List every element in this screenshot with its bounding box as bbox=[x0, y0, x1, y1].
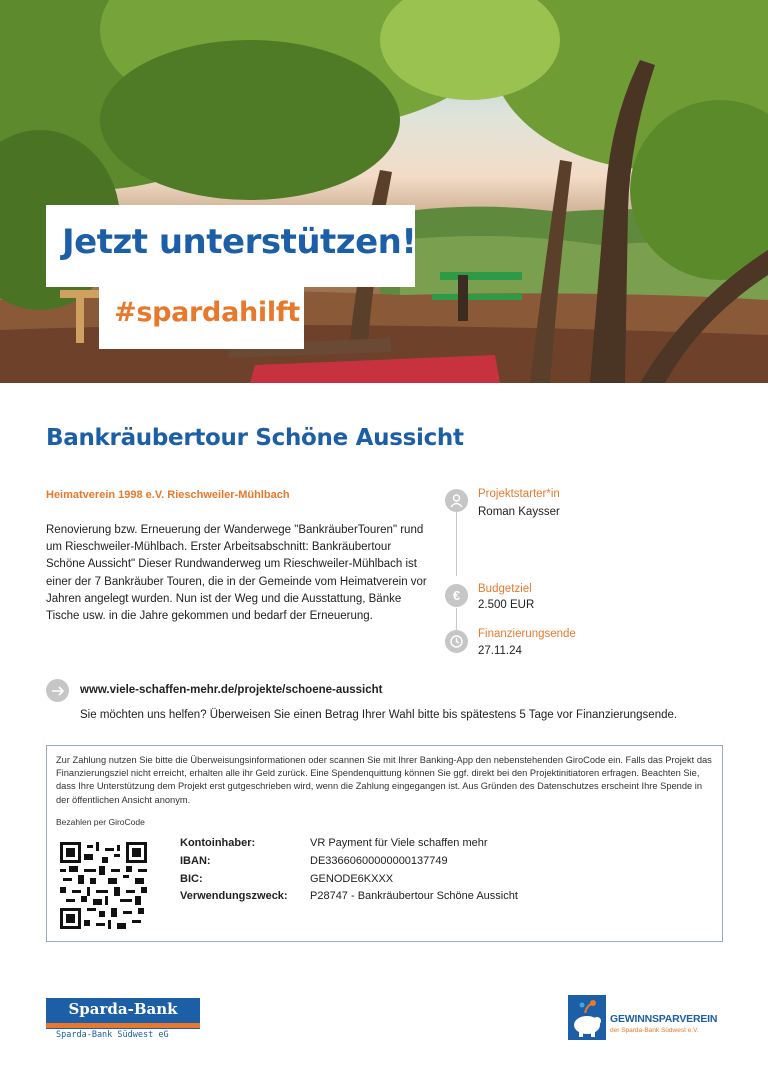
person-icon bbox=[445, 489, 468, 512]
iban-label: IBAN: bbox=[180, 855, 211, 867]
clock-icon bbox=[445, 630, 468, 653]
arrow-right-icon bbox=[46, 679, 69, 702]
payment-info: Zur Zahlung nutzen Sie bitte die Überweisungsinformationen oder scannen Sie mit Ihrer Banking-App den nebenstehenden GiroCode ein. Falls das Projekt das Finanzierungsziel nicht erreicht, erhalten alle ihr Geld zurück. Eine Spendenquittung können Sie ggf. direkt bei den Projektinitiatoren erfragen. Beachten Sie, dass Ihre Unterstützung dem Projekt erst gutgeschrieben wird, wenn die Zahlung eingegangen ist. Aus Gründen des Datenschutzes erscheint Ihre Spende in der öffentlichen Ansicht anonym. bbox=[56, 755, 712, 805]
girocode-label: Bezahlen per GiroCode bbox=[56, 817, 145, 827]
end-label: Finanzierungsende bbox=[478, 628, 576, 640]
project-description: Renovierung bzw. Erneuerung der Wanderwege "BankräuberTouren" rund um Rieschweiler-Mühlbach. Erster Arbeitsabschnitt: Bankräubertour Schöne Aussicht" Dieser Rundwanderweg um Rieschweiler-Mühlbach ist einer der 7 Bankräuber Touren, die in der Gemeinde vom Heimatverein vor Jahren angelegt wurden. Nun ist der Weg und die Ausstattung, Bänke Tische usw. in die Jahre gekommen und bedarf der Erneuerung. bbox=[46, 524, 427, 623]
girocode-qr-icon[interactable] bbox=[60, 842, 147, 929]
budget-value: 2.500 EUR bbox=[478, 599, 535, 611]
hero-headline: Jetzt unterstützen! bbox=[62, 222, 417, 262]
sparda-bank-subtitle: Sparda-Bank Südwest eG bbox=[56, 1030, 169, 1040]
budget-label: Budgetziel bbox=[478, 583, 532, 595]
starter-label: Projektstarter*in bbox=[478, 488, 560, 500]
help-text: Sie möchten uns helfen? Überweisen Sie einen Betrag Ihrer Wahl bitte bis spätestens 5 Tage vor Finanzierungsende. bbox=[80, 709, 678, 721]
project-title: Bankräubertour Schöne Aussicht bbox=[46, 425, 464, 451]
account-holder-value: VR Payment für Viele schaffen mehr bbox=[310, 837, 488, 849]
piggy-bank-icon bbox=[568, 995, 606, 1040]
purpose-value: P28747 - Bankräubertour Schöne Aussicht bbox=[310, 890, 518, 902]
project-url-link[interactable]: www.viele-schaffen-mehr.de/projekte/schoene-aussicht bbox=[80, 684, 383, 696]
euro-icon: € bbox=[445, 584, 468, 607]
account-holder-label: Kontoinhaber: bbox=[180, 837, 256, 849]
purpose-label: Verwendungszweck: bbox=[180, 890, 288, 902]
bic-label: BIC: bbox=[180, 873, 203, 885]
gewinnsparverein-subtitle: der Sparda-Bank Südwest e.V. bbox=[610, 1027, 699, 1034]
hero-hashtag: #spardahilft bbox=[114, 297, 300, 328]
sparda-logo-stripe bbox=[46, 1023, 200, 1028]
meta-connector-line bbox=[456, 512, 457, 576]
sparda-bank-logo-text: Sparda-Bank bbox=[68, 1000, 178, 1018]
iban-value: DE33660600000000137749 bbox=[310, 855, 448, 867]
bic-value: GENODE6KXXX bbox=[310, 873, 394, 885]
starter-value: Roman Kaysser bbox=[478, 506, 560, 518]
end-value: 27.11.24 bbox=[478, 645, 522, 657]
organization-name: Heimatverein 1998 e.V. Rieschweiler-Mühlbach bbox=[46, 489, 290, 501]
gewinnsparverein-title: GEWINNSPARVEREIN bbox=[610, 1013, 718, 1025]
meta-connector-line bbox=[456, 608, 457, 630]
